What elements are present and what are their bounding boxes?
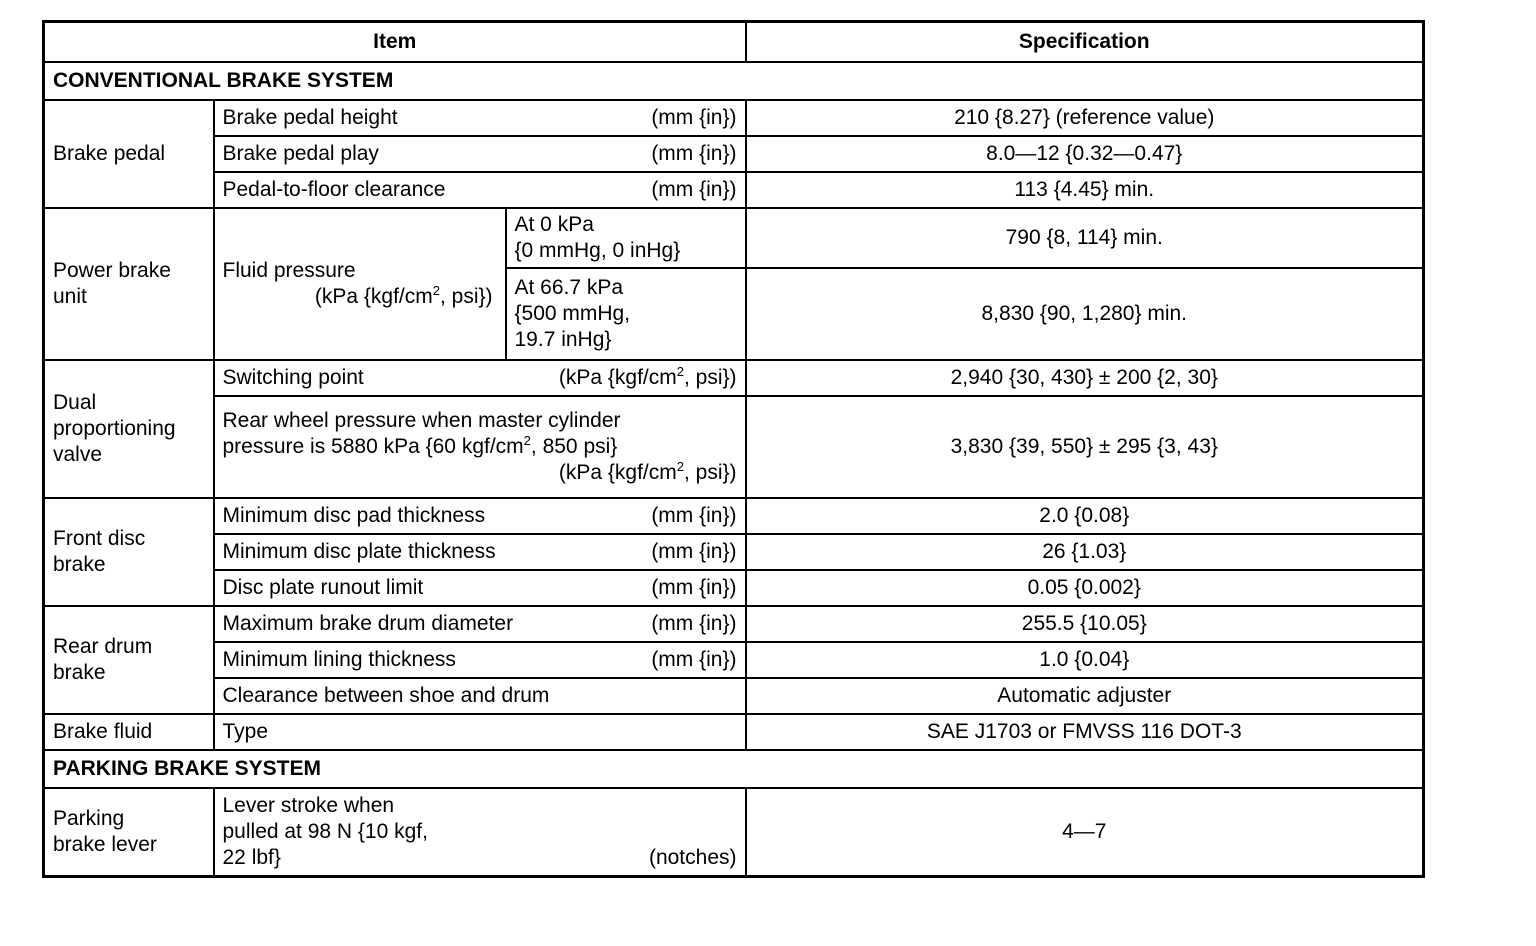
section-conventional: CONVENTIONAL BRAKE SYSTEM [44, 62, 1424, 100]
item-label: Brake pedal play [222, 142, 379, 165]
header-row [44, 22, 1424, 63]
spec-value: 1.0 {0.04} [746, 642, 1424, 678]
spec-value: Automatic adjuster [746, 678, 1424, 714]
spec-value: 113 {4.45} min. [746, 172, 1424, 208]
group-rear-drum: Rear drum brake [44, 606, 214, 714]
unit-label: (kPa {$kgf/cm^2$, psi}) [314, 283, 493, 308]
spec-value: 790 {8, 114} min. [746, 208, 1424, 268]
table-row [44, 100, 1424, 136]
unit-label: (mm {in}) [651, 648, 737, 671]
item-cell [214, 172, 746, 208]
section-parking: PARKING BRAKE SYSTEM [44, 750, 1424, 788]
item-cell [214, 208, 506, 360]
table-row [44, 642, 1424, 678]
unit-label: (mm {in}) [651, 576, 737, 599]
item-cell: Lever stroke when pulled at 98 N {10 kgf, 22 lbf} (notches) [214, 788, 746, 876]
group-brake-fluid: Brake fluid [44, 714, 214, 750]
condition-cell: At 66.7 kPa {500 mmHg, 19.7 inHg} [506, 268, 746, 360]
item-label: Minimum disc pad thickness [222, 504, 486, 527]
section-row [44, 62, 1424, 100]
item-cell [214, 714, 746, 750]
spec-value: 3,830 {39, 550} ± 295 {3, 43} [746, 396, 1424, 498]
item-label: Brake pedal height [222, 106, 398, 129]
item-cell [214, 100, 746, 136]
item-label: Minimum lining thickness [222, 648, 456, 671]
table-row [44, 714, 1424, 750]
table-row [44, 396, 1424, 498]
unit-label: (mm {in}) [651, 106, 737, 129]
spec-value: 8,830 {90, 1,280} min. [746, 268, 1424, 360]
item-label: Pedal-to-floor clearance [222, 178, 446, 201]
unit-label: (mm {in}) [651, 504, 737, 527]
spec-value: 0.05 {0.002} [746, 570, 1424, 606]
table-row [44, 498, 1424, 534]
item-cell [214, 498, 746, 534]
group-power-brake: Power brake unit [44, 208, 214, 360]
spec-value: 2,940 {30, 430} ± 200 {2, 30} [746, 360, 1424, 396]
item-label: Fluid pressure [222, 259, 356, 282]
condition-cell: At 0 kPa {0 mmHg, 0 inHg} [506, 208, 746, 268]
unit-label: (mm {in}) [651, 178, 737, 201]
table-row [44, 678, 1424, 714]
unit-label: (notches) [648, 845, 737, 869]
item-cell [214, 136, 746, 172]
item-label: Disc plate runout limit [222, 576, 424, 599]
table-row [44, 136, 1424, 172]
group-front-disc: Front disc brake [44, 498, 214, 606]
spec-value: 255.5 {10.05} [746, 606, 1424, 642]
spec-header: Specification [746, 22, 1424, 63]
unit-label: (kPa {$kgf/cm^2$, psi}) [558, 364, 737, 389]
spec-value: 210 {8.27} (reference value) [746, 100, 1424, 136]
table-row [44, 172, 1424, 208]
spec-value: 8.0—12 {0.32—0.47} [746, 136, 1424, 172]
item-header: Item [44, 22, 746, 63]
brake-spec-table [42, 20, 1425, 878]
unit-label: (mm {in}) [651, 540, 737, 563]
item-cell [214, 606, 746, 642]
item-cell [214, 534, 746, 570]
section-row [44, 750, 1424, 788]
table-row [44, 788, 1424, 876]
item-cell [214, 360, 746, 396]
spec-value: 4—7 [746, 788, 1424, 876]
unit-label: (kPa {$kgf/cm^2$, psi}) [558, 459, 737, 484]
group-brake-pedal: Brake pedal [44, 100, 214, 208]
item-label: Clearance between shoe and drum [222, 684, 550, 707]
spec-value: 2.0 {0.08} [746, 498, 1424, 534]
item-label: Maximum brake drum diameter [222, 612, 514, 635]
group-parking-lever: Parking brake lever [44, 788, 214, 876]
item-label: Minimum disc plate thickness [222, 540, 496, 563]
item-cell [214, 678, 746, 714]
item-label: Switching point [222, 366, 364, 389]
table-row [44, 360, 1424, 396]
item-cell [214, 642, 746, 678]
item-cell [214, 570, 746, 606]
table-row [44, 606, 1424, 642]
table-row [44, 534, 1424, 570]
unit-label: (mm {in}) [651, 612, 737, 635]
item-cell: Rear wheel pressure when master cylinder pressure is 5880 kPa {60 kgf/$cm^2$, 850 psi} (kPa {$kgf/cm^2$, psi}) [214, 396, 746, 498]
spec-value: SAE J1703 or FMVSS 116 DOT-3 [746, 714, 1424, 750]
item-label: Type [222, 720, 269, 743]
table-row [44, 570, 1424, 606]
spec-value: 26 {1.03} [746, 534, 1424, 570]
unit-label: (mm {in}) [651, 142, 737, 165]
group-dual-valve: Dual proportioning valve [44, 360, 214, 498]
table-row [44, 208, 1424, 268]
